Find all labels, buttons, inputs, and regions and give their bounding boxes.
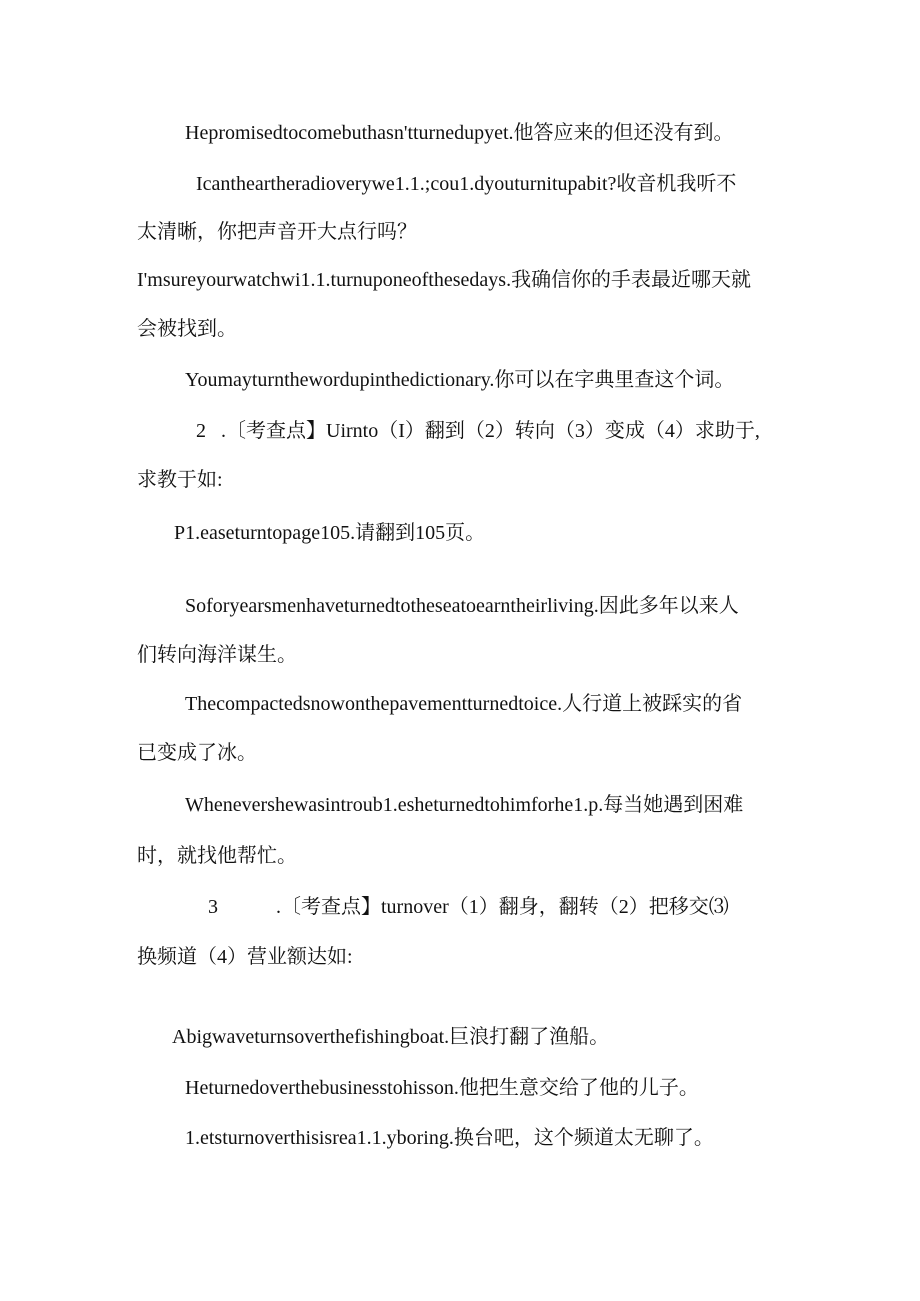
text-line: 求教于如: (137, 469, 223, 491)
text-line: Heturnedoverthebusinesstohisson.他把生意交给了他的儿子。 (185, 1077, 699, 1099)
text-line: Youmayturnthewordupinthedictionary.你可以在字典里查这个词。 (185, 369, 735, 391)
text-line: 会被找到。 (137, 318, 237, 340)
text-line: .〔考查点】Uirnto（I）翻到（2）转向（3）变成（4）求助于, (221, 420, 760, 442)
text-line: 们转向海洋谋生。 (137, 644, 297, 666)
item-number: 2 (196, 420, 206, 442)
text-line: 1.etsturnoverthisisrea1.1.yboring.换台吧，这个频道太无聊了。 (185, 1127, 714, 1149)
text-line: P1.easeturntopage105.请翻到105页。 (174, 522, 486, 544)
text-line: Abigwaveturnsoverthefishingboat.巨浪打翻了渔船。 (172, 1026, 610, 1048)
item-number: 3 (208, 896, 218, 918)
text-line: 换频道（4）营业额达如: (137, 946, 353, 968)
text-line: 太清晰，你把声音开大点行吗？ (137, 221, 417, 243)
text-line: Icantheartheradioverywe1.1.;cou1.dyouturnitupabit?收音机我听不 (196, 173, 737, 195)
text-line: 已变成了冰。 (137, 742, 257, 764)
text-line: 时，就找他帮忙。 (137, 845, 297, 867)
text-line: Hepromisedtocomebuthasn'tturnedupyet.他答应来的但还没有到。 (185, 122, 734, 144)
text-line: I'msureyourwatchwi1.1.turnuponeofthesedays.我确信你的手表最近哪天就 (137, 269, 752, 291)
text-line: Whenevershewasintroub1.esheturnedtohimforhe1.p.每当她遇到困难 (185, 794, 744, 816)
text-line: Thecompactedsnowonthepavementturnedtoice.人行道上被踩实的省 (185, 693, 743, 715)
text-line: .〔考查点】turnover（1）翻身，翻转（2）把移交⑶ (276, 896, 729, 918)
text-line: Soforyearsmenhaveturnedtotheseatoearntheirliving.因此多年以来人 (185, 595, 739, 617)
